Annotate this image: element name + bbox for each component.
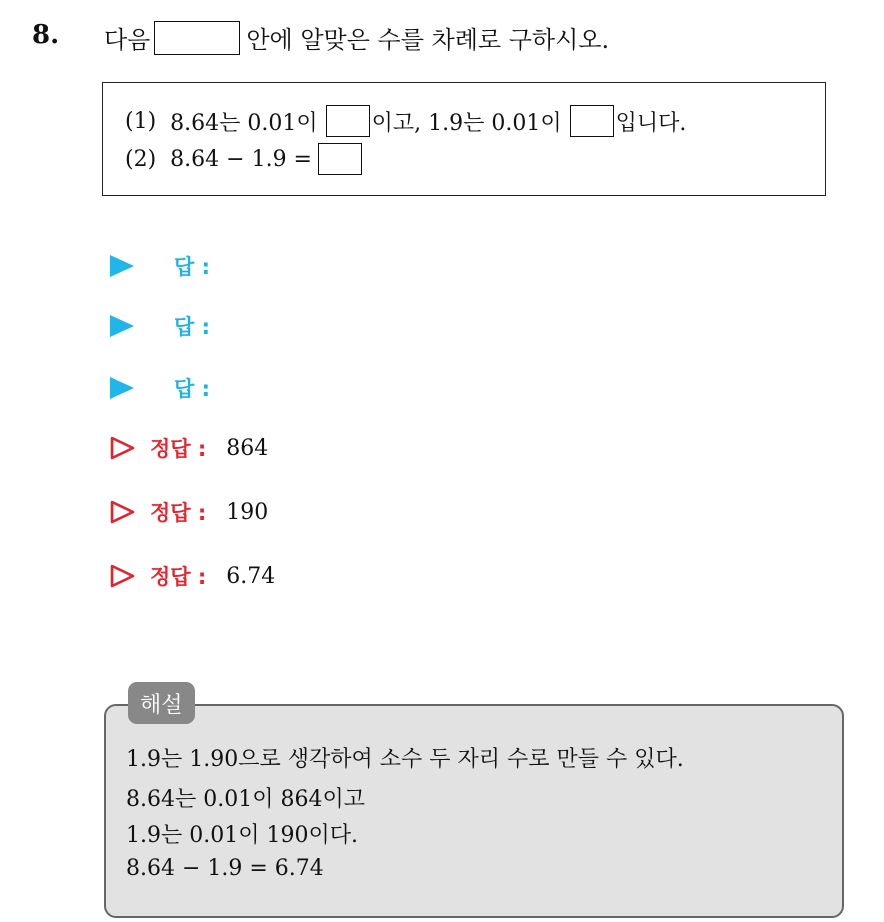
condition-line-1 xyxy=(125,105,686,137)
outline-triangle-icon xyxy=(110,564,136,588)
question-text-before: 다음 xyxy=(104,26,151,54)
correct-answer-row-1 xyxy=(110,433,268,463)
explanation-tag: 해설 xyxy=(128,682,195,724)
answer-row-1[interactable] xyxy=(110,251,210,281)
answer-label: 답 : xyxy=(174,377,210,401)
correct-answer-row-3 xyxy=(110,561,275,591)
condition-line-2 xyxy=(125,143,364,175)
condition-1-label: (1) xyxy=(125,108,157,134)
condition-2-expr: 8.64 − 1.9 = xyxy=(170,146,312,172)
correct-value: 190 xyxy=(226,499,269,525)
correct-value: 864 xyxy=(226,435,269,461)
question-number: 8. xyxy=(32,20,60,50)
correct-label: 정답 : xyxy=(150,501,207,525)
explanation-line: 1.9는 0.01이 190이다. xyxy=(126,823,358,848)
correct-answer-row-2 xyxy=(110,497,268,527)
answer-blank-2[interactable] xyxy=(570,105,614,137)
outline-triangle-icon xyxy=(110,500,136,524)
blank-box-icon xyxy=(154,21,240,55)
outline-triangle-icon xyxy=(110,436,136,460)
correct-label: 정답 : xyxy=(150,565,207,589)
answer-label: 답 : xyxy=(174,255,210,279)
condition-1-part-b: 이고, 1.9는 0.01이 xyxy=(371,110,562,136)
question-text xyxy=(104,20,609,55)
answer-blank-3[interactable] xyxy=(318,143,362,175)
explanation-line: 8.64는 0.01이 864이고 xyxy=(126,787,365,812)
condition-1-part-a: 8.64는 0.01이 xyxy=(170,110,318,136)
correct-label: 정답 : xyxy=(150,437,207,461)
conditions-box xyxy=(102,82,826,196)
condition-1-part-c: 입니다. xyxy=(615,110,687,136)
answer-label: 답 : xyxy=(174,315,210,339)
explanation-line: 8.64 − 1.9 = 6.74 xyxy=(126,856,324,881)
question-text-after: 안에 알맞은 수를 차례로 구하시오. xyxy=(246,26,610,54)
answer-row-3[interactable] xyxy=(110,373,210,403)
play-triangle-icon xyxy=(110,377,134,399)
explanation-line: 1.9는 1.90으로 생각하여 소수 두 자리 수로 만들 수 있다. xyxy=(126,747,684,772)
play-triangle-icon xyxy=(110,255,134,277)
correct-value: 6.74 xyxy=(226,563,276,589)
condition-2-label: (2) xyxy=(125,146,157,172)
answer-row-2[interactable] xyxy=(110,311,210,341)
play-triangle-icon xyxy=(110,315,134,337)
answer-blank-1[interactable] xyxy=(326,105,370,137)
